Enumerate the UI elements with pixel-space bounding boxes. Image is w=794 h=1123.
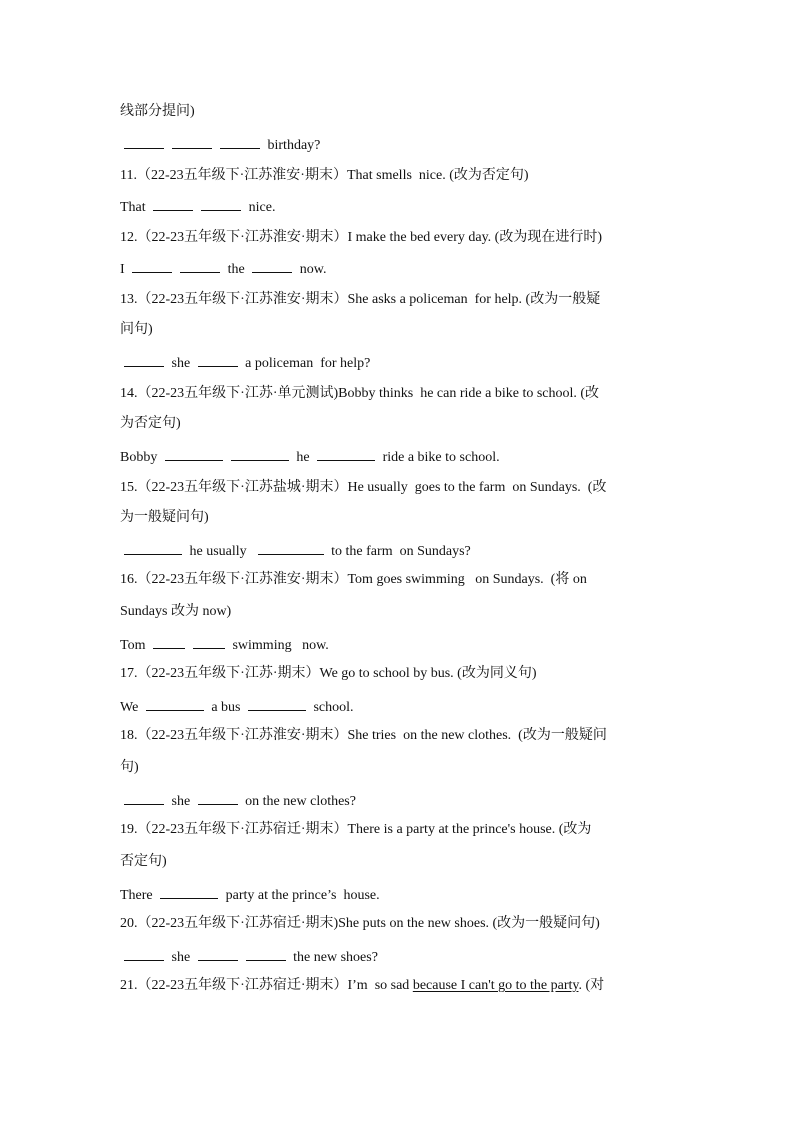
answer-blank[interactable]: [198, 946, 238, 961]
question-line: 14.（22-23五年级下·江苏·单元测试)Bobby thinks he can ride a bike to school. (改: [120, 386, 600, 401]
text-fragment: There: [120, 888, 157, 903]
question-line: [120, 134, 680, 156]
question-line: 11.（22-23五年级下·江苏淮安·期末）That smells nice. (改为否定句): [120, 168, 529, 183]
text-fragment: now.: [296, 262, 327, 277]
text-fragment: Bobby: [120, 450, 161, 465]
question-line: [120, 352, 680, 374]
question-line: 13.（22-23五年级下·江苏淮安·期末）She asks a policeman for help. (改为一般疑: [120, 292, 601, 307]
answer-blank[interactable]: [220, 134, 260, 149]
answer-blank[interactable]: [124, 352, 164, 367]
text-fragment: . (对: [578, 978, 605, 993]
question-line: [120, 884, 680, 906]
text-fragment: he: [292, 450, 314, 465]
answer-blank[interactable]: [231, 446, 289, 461]
underlined-phrase: because I can't go to the party: [412, 978, 579, 993]
question-line: [120, 446, 680, 468]
question-line: 15.（22-23五年级下·江苏盐城·期末）He usually goes to the farm on Sundays. (改: [120, 480, 607, 495]
answer-blank[interactable]: [246, 946, 286, 961]
text-fragment: she: [168, 950, 194, 965]
text-fragment: she: [168, 356, 194, 371]
question-line: 为否定句): [120, 416, 181, 431]
text-fragment: 21.（22-23五年级下·江苏宿迁·期末）I’m so sad: [120, 978, 413, 993]
question-line: 线部分提问): [120, 104, 195, 119]
question-line: [120, 258, 680, 280]
text-fragment: to the farm on Sundays?: [327, 544, 471, 559]
question-line: 句): [120, 760, 139, 775]
text-fragment: birthday?: [264, 138, 321, 153]
text-fragment: a bus: [207, 700, 244, 715]
question-line: 问句): [120, 322, 153, 337]
text-fragment: he usually: [186, 544, 254, 559]
question-line: [120, 946, 680, 968]
question-line: 16.（22-23五年级下·江苏淮安·期末）Tom goes swimming on Sundays. (将 on: [120, 572, 587, 587]
answer-blank[interactable]: [198, 352, 238, 367]
answer-blank[interactable]: [124, 540, 182, 555]
text-fragment: party at the prince’s house.: [222, 888, 380, 903]
answer-blank[interactable]: [165, 446, 223, 461]
answer-blank[interactable]: [124, 946, 164, 961]
text-fragment: a policeman for help?: [241, 356, 371, 371]
answer-blank[interactable]: [258, 540, 324, 555]
text-fragment: swimming now.: [228, 638, 329, 653]
text-fragment: We: [120, 700, 142, 715]
answer-blank[interactable]: [124, 134, 164, 149]
question-line: [120, 696, 680, 718]
question-line: Sundays 改为 now): [120, 604, 232, 619]
answer-blank[interactable]: [252, 258, 292, 273]
question-line: 为一般疑问句): [120, 510, 209, 525]
text-fragment: nice.: [245, 200, 276, 215]
text-fragment: Tom: [120, 638, 149, 653]
text-fragment: on the new clothes?: [241, 794, 356, 809]
text-fragment: That: [120, 200, 150, 215]
answer-blank[interactable]: [132, 258, 172, 273]
question-line: [120, 790, 680, 812]
answer-blank[interactable]: [172, 134, 212, 149]
answer-blank[interactable]: [180, 258, 220, 273]
question-line: 12.（22-23五年级下·江苏淮安·期末）I make the bed every day. (改为现在进行时): [120, 230, 603, 245]
answer-blank[interactable]: [160, 884, 218, 899]
question-line: [120, 540, 680, 562]
question-line: [120, 976, 680, 996]
question-line: [120, 634, 680, 656]
text-fragment: she: [168, 794, 194, 809]
answer-blank[interactable]: [124, 790, 164, 805]
answer-blank[interactable]: [248, 696, 306, 711]
answer-blank[interactable]: [198, 790, 238, 805]
answer-blank[interactable]: [201, 196, 241, 211]
text-fragment: I: [120, 262, 129, 277]
text-fragment: ride a bike to school.: [379, 450, 500, 465]
question-line: 18.（22-23五年级下·江苏淮安·期末）She tries on the new clothes. (改为一般疑问: [120, 728, 607, 743]
answer-blank[interactable]: [317, 446, 375, 461]
text-fragment: the: [224, 262, 249, 277]
question-line: 19.（22-23五年级下·江苏宿迁·期末）There is a party at the prince's house. (改为: [120, 822, 592, 837]
answer-blank[interactable]: [153, 196, 193, 211]
answer-blank[interactable]: [153, 634, 185, 649]
text-fragment: the new shoes?: [289, 950, 378, 965]
question-line: 17.（22-23五年级下·江苏·期末）We go to school by bus. (改为同义句): [120, 666, 537, 681]
text-fragment: school.: [309, 700, 354, 715]
answer-blank[interactable]: [146, 696, 204, 711]
question-line: 否定句): [120, 854, 167, 869]
answer-blank[interactable]: [193, 634, 225, 649]
question-line: [120, 196, 680, 218]
question-line: 20.（22-23五年级下·江苏宿迁·期末)She puts on the new shoes. (改为一般疑问句): [120, 916, 600, 931]
